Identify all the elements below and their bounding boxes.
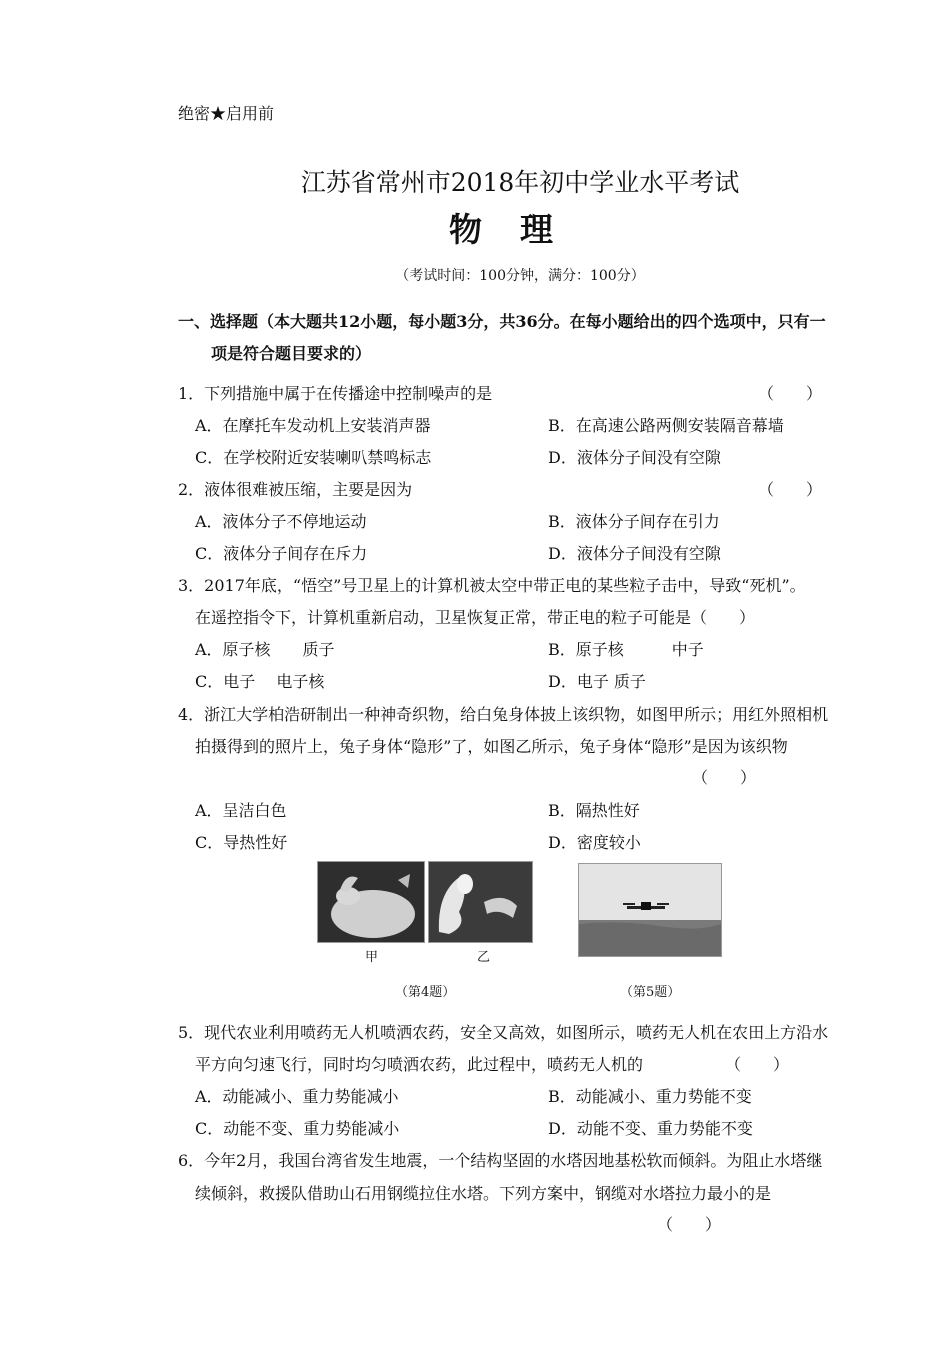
section-heading: 一、选择题（本大题共12小题，每小题3分，共36分。在每小题给出的四个选项中，只有一 [178,312,826,331]
answer-blank-5[interactable]: （ ） [725,1055,790,1074]
q5-option-b: B．动能减小、重力势能不变 [548,1087,752,1106]
answer-blank-4[interactable]: （ ） [692,768,757,787]
q3-option-b: B．原子核 中子 [548,640,704,659]
q2-option-d: D．液体分子间没有空隙 [548,544,721,563]
section-heading-cont: 项是符合题目要求的） [211,344,372,363]
drone-photo [578,863,722,957]
q2-option-c: C．液体分子间存在斥力 [195,544,368,563]
q4-option-c: C．导热性好 [195,833,288,852]
question-5-stem-cont: 平方向匀速飞行，同时均匀喷洒农药，此过程中，喷药无人机的 [195,1055,644,1074]
q1-option-d: D．液体分子间没有空隙 [548,448,721,467]
q2-option-a: A．液体分子不停地运动 [195,512,367,531]
q5-option-c: C．动能不变、重力势能减小 [195,1119,400,1138]
question-5-stem: 5．现代农业利用喷药无人机喷洒农药，安全又高效，如图所示，喷药无人机在农田上方沿水 [178,1023,829,1042]
q1-option-a: A．在摩托车发动机上安装消声器 [195,416,431,435]
question-6-stem: 6．今年2月，我国台湾省发生地震，一个结构坚固的水塔因地基松软而倾斜。为阻止水塔继 [178,1151,823,1170]
question-2-stem: 2．液体很难被压缩，主要是因为 [178,480,413,499]
rabbit-photo-jia [317,861,425,943]
answer-blank-6[interactable]: （ ） [657,1215,722,1234]
question-3-stem: 3．2017年底，“悟空”号卫星上的计算机被太空中带正电的某些粒子击中，导致“死机”。 [178,576,806,595]
confidential-mark: 绝密★启用前 [178,104,275,123]
q1-option-b: B．在高速公路两侧安装隔音幕墙 [548,416,784,435]
figure-caption-q5: （第5题） [620,985,681,1000]
q4-option-d: D．密度较小 [548,833,641,852]
q3-option-c: C．电子 电子核 [195,672,325,691]
figure-label-yi: 乙 [477,950,491,965]
question-1-stem: 1．下列措施中属于在传播途中控制噪声的是 [178,384,493,403]
q3-option-a: A．原子核 质子 [195,640,335,659]
q2-option-b: B．液体分子间存在引力 [548,512,720,531]
figure-label-jia: 甲 [365,950,379,965]
subject-title: 物理 [449,210,591,249]
exam-time-note: （考试时间：100分钟，满分：100分） [395,268,645,284]
figure-caption-q4: （第4题） [395,985,456,1000]
question-4-stem-cont: 拍摄得到的照片上，兔子身体“隐形”了，如图乙所示，兔子身体“隐形”是因为该织物 [195,737,788,756]
question-6-stem-cont: 续倾斜，救援队借助山石用钢缆拉住水塔。下列方案中，钢缆对水塔拉力最小的是 [195,1184,772,1203]
rabbit-infrared-photo-yi [428,861,533,943]
q5-option-a: A．动能减小、重力势能减小 [195,1087,399,1106]
question-3-stem-cont: 在遥控指令下，计算机重新启动，卫星恢复正常，带正电的粒子可能是（ ） [195,608,756,627]
answer-blank-2[interactable]: （ ） [758,480,823,499]
q5-option-d: D．动能不变、重力势能不变 [548,1119,753,1138]
q1-option-c: C．在学校附近安装喇叭禁鸣标志 [195,448,432,467]
q4-option-b: B．隔热性好 [548,801,640,820]
exam-title: 江苏省常州市2018年初中学业水平考试 [300,168,740,197]
question-4-stem: 4．浙江大学柏浩研制出一种神奇织物，给白兔身体披上该织物，如图甲所示；用红外照相机 [178,705,829,724]
q4-option-a: A．呈洁白色 [195,801,287,820]
answer-blank-1[interactable]: （ ） [758,384,823,403]
q3-option-d: D．电子 质子 [548,672,646,691]
